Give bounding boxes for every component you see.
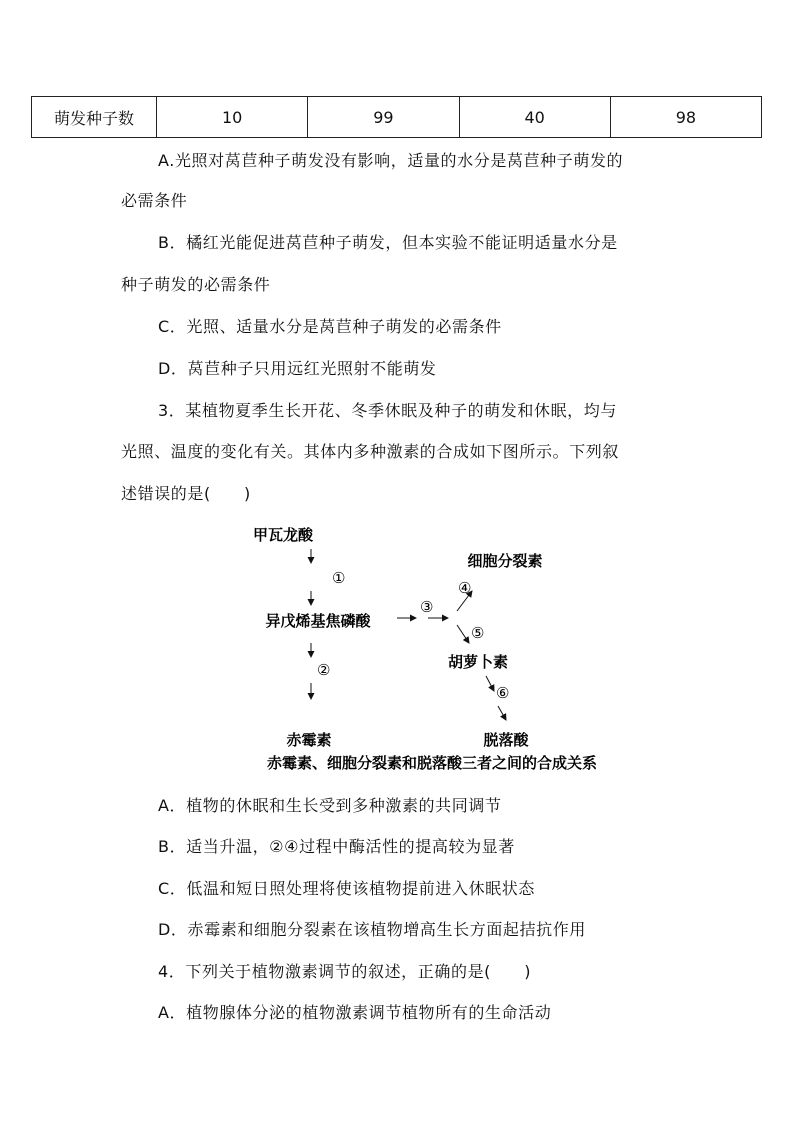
- q3-option-b: B．适当升温，②④过程中酶活性的提高较为显著: [158, 837, 515, 856]
- node-cytokinin: 细胞分裂素: [467, 552, 543, 570]
- node-mevalonic-acid: 甲瓦龙酸: [252, 526, 314, 544]
- q2-option-b-line2: 种子萌发的必需条件: [121, 275, 271, 294]
- arrow-segment: [486, 676, 494, 691]
- step-5-label: ⑤: [471, 624, 485, 642]
- node-carotene: 胡萝卜素: [447, 653, 509, 671]
- q3-stem-line3: 述错误的是( ): [121, 484, 251, 503]
- step-1-label: ①: [332, 569, 346, 587]
- step-3-label: ③: [420, 598, 434, 616]
- step-4-label: ④: [458, 579, 472, 597]
- row-label-cell: 萌发种子数: [32, 97, 157, 138]
- node-ipp: 异戊烯基焦磷酸: [265, 612, 371, 630]
- arrow-segment: [457, 625, 469, 643]
- q3-option-a: A．植物的休眠和生长受到多种激素的共同调节: [158, 796, 502, 815]
- value-cell-4: 98: [610, 97, 761, 138]
- q3-option-d: D．赤霉素和细胞分裂素在该植物增高生长方面起拮抗作用: [158, 920, 586, 939]
- germination-table: [31, 96, 762, 138]
- hormone-synthesis-diagram: [240, 515, 660, 780]
- table-row: [32, 97, 762, 138]
- value-cell-3: 40: [459, 97, 610, 138]
- step-6-label: ⑥: [496, 684, 510, 702]
- q2-option-d: D．莴苣种子只用远红光照射不能萌发: [158, 359, 437, 378]
- q3-option-c: C．低温和短日照处理将使该植物提前进入休眠状态: [158, 879, 535, 898]
- diagram-caption: 赤霉素、细胞分裂素和脱落酸三者之间的合成关系: [266, 754, 598, 772]
- q2-option-a-line1: A.光照对莴苣种子萌发没有影响，适量的水分是莴苣种子萌发的: [158, 151, 624, 170]
- value-cell-1: 10: [157, 97, 308, 138]
- q3-stem-line2: 光照、温度的变化有关。其体内多种激素的合成如下图所示。下列叙: [121, 442, 620, 461]
- q2-option-c: C．光照、适量水分是莴苣种子萌发的必需条件: [158, 317, 502, 336]
- q2-option-b-line1: B．橘红光能促进莴苣种子萌发，但本实验不能证明适量水分是: [158, 233, 618, 252]
- q4-option-a: A．植物腺体分泌的植物激素调节植物所有的生命活动: [158, 1003, 552, 1022]
- q2-option-a-line2: 必需条件: [121, 191, 188, 210]
- arrow-segment: [498, 706, 506, 720]
- q4-stem: 4．下列关于植物激素调节的叙述，正确的是( ): [158, 962, 532, 981]
- step-2-label: ②: [317, 661, 331, 679]
- q3-stem-line1: 3．某植物夏季生长开花、冬季休眠及种子的萌发和休眠，均与: [158, 401, 617, 420]
- value-cell-2: 99: [308, 97, 459, 138]
- node-abscisic-acid: 脱落酸: [483, 731, 529, 749]
- node-gibberellin: 赤霉素: [286, 731, 332, 749]
